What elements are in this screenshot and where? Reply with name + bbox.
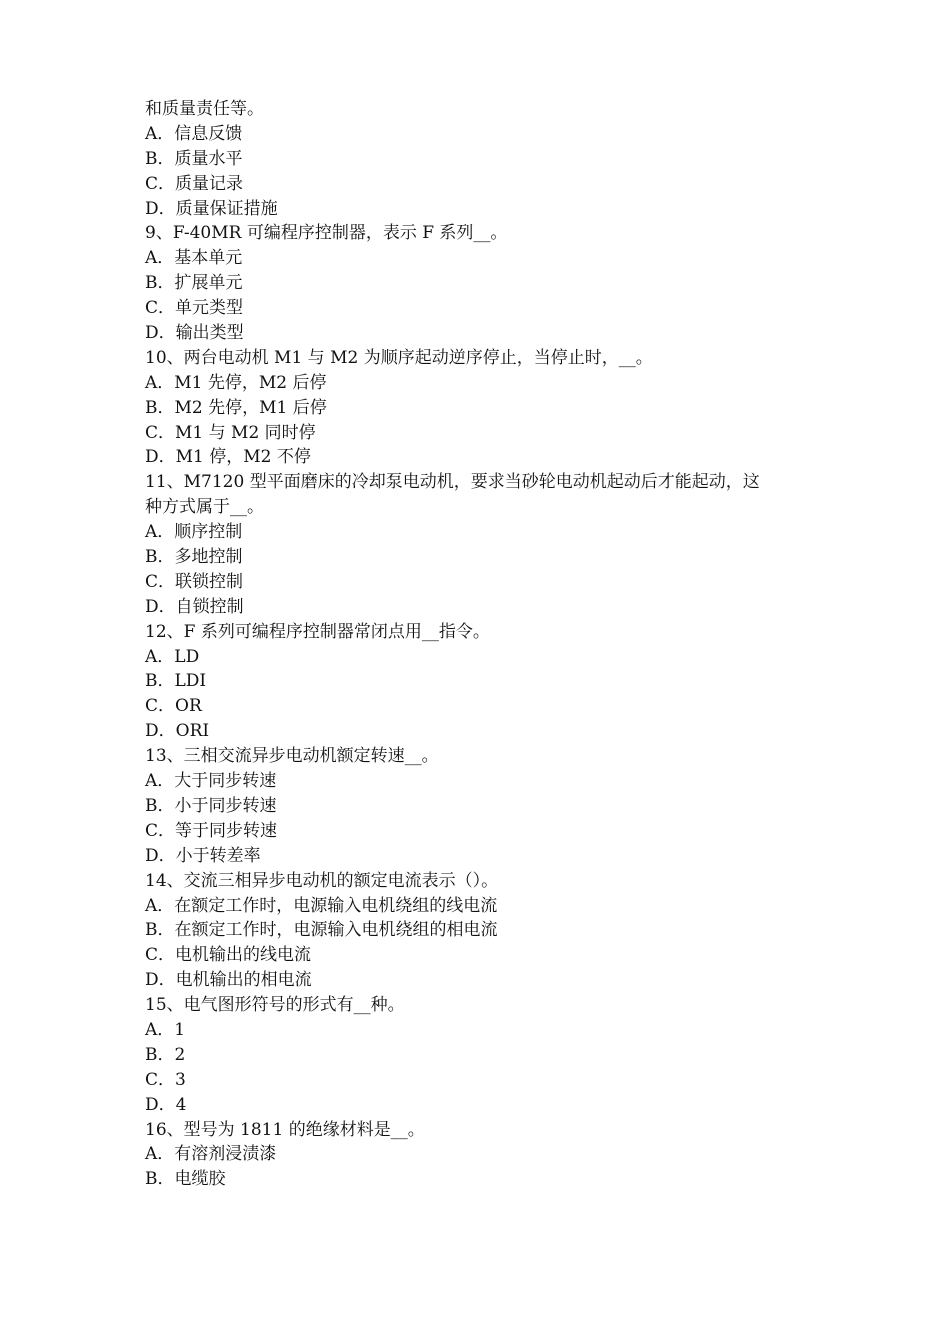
option-b: B．在额定工作时，电源输入电机绕组的相电流 — [145, 920, 498, 941]
question-12: 12、F 系列可编程序控制器常闭点用__指令。 — [145, 621, 490, 642]
question-13: 13、三相交流异步电动机额定转速__。 — [145, 746, 439, 767]
question-15: 15、电气图形符号的形式有__种。 — [145, 995, 405, 1016]
question-16: 16、型号为 1811 的绝缘材料是__。 — [145, 1119, 425, 1140]
question-9: 9、F-40MR 可编程序控制器，表示 F 系列__。 — [145, 223, 508, 244]
option-b: B．扩展单元 — [145, 273, 243, 294]
option-a: A．LD — [145, 646, 200, 667]
option-c: C．M1 与 M2 同时停 — [145, 422, 316, 443]
text-line: 和质量责任等。 — [145, 99, 264, 119]
option-a: A．信息反馈 — [145, 123, 243, 144]
document-body — [145, 97, 825, 1192]
option-b: B．多地控制 — [145, 547, 243, 568]
option-a: A．有溶剂浸渍漆 — [145, 1144, 277, 1165]
option-c: C．OR — [145, 696, 202, 717]
option-a: A．在额定工作时，电源输入电机绕组的线电流 — [145, 895, 498, 916]
question-11-continued: 种方式属于__。 — [145, 497, 264, 518]
option-b: B．小于同步转速 — [145, 795, 277, 816]
option-d: D．ORI — [145, 721, 210, 742]
option-c: C．3 — [145, 1069, 186, 1090]
option-d: D．质量保证措施 — [145, 198, 278, 219]
option-b: B．2 — [145, 1044, 186, 1065]
option-c: C．等于同步转速 — [145, 820, 278, 841]
option-c: C．联锁控制 — [145, 571, 244, 592]
option-b: B．电缆胶 — [145, 1169, 226, 1190]
question-10: 10、两台电动机 M1 与 M2 为顺序起动逆序停止，当停止时，__。 — [145, 347, 653, 368]
option-d: D．M1 停，M2 不停 — [145, 447, 311, 468]
option-d: D．输出类型 — [145, 323, 244, 344]
option-a: A．大于同步转速 — [145, 771, 277, 792]
option-c: C．质量记录 — [145, 173, 244, 194]
option-d: D．小于转差率 — [145, 845, 261, 866]
option-a: A．顺序控制 — [145, 522, 243, 543]
option-b: B．LDI — [145, 671, 207, 692]
option-d: D．电机输出的相电流 — [145, 970, 312, 991]
question-14: 14、交流三相异步电动机的额定电流表示（）。 — [145, 870, 499, 891]
option-a: A．1 — [145, 1019, 186, 1040]
question-11: 11、M7120 型平面磨床的冷却泵电动机，要求当砂轮电动机起动后才能起动，这 — [145, 472, 760, 493]
option-b: B．M2 先停，M1 后停 — [145, 397, 327, 418]
option-a: A．基本单元 — [145, 248, 243, 269]
option-c: C．单元类型 — [145, 298, 244, 319]
option-a: A．M1 先停，M2 后停 — [145, 372, 327, 393]
option-d: D．4 — [145, 1094, 187, 1115]
option-d: D．自锁控制 — [145, 596, 244, 617]
option-c: C．电机输出的线电流 — [145, 945, 312, 966]
option-b: B．质量水平 — [145, 148, 243, 169]
